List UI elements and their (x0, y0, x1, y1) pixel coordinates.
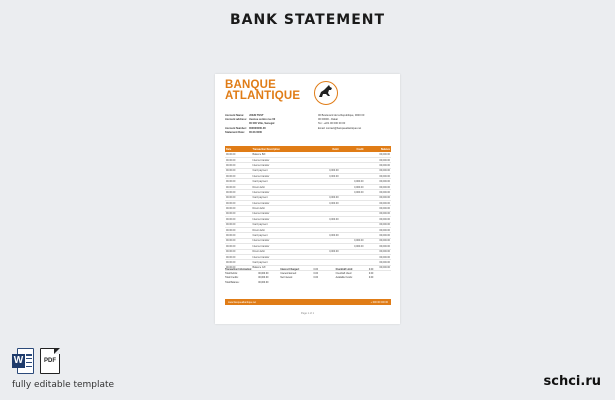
summary-value: 0.00 (313, 277, 318, 280)
word-icon: W (12, 348, 34, 374)
cell-balance: 00,000.00 (364, 163, 391, 168)
summary-column (280, 268, 335, 285)
cell-balance: 00,000.00 (364, 233, 391, 238)
cell-description: Card payment (252, 168, 315, 173)
summary-value: 00,000.00 (258, 277, 269, 280)
cell-credit: 0,000.00 (340, 190, 365, 195)
pdf-icon: PDF (40, 348, 60, 374)
bank-address-line: 00 Boulevard de la Republique, 0000 00 (318, 114, 365, 117)
cell-date: 00.00.00 (225, 168, 252, 173)
cell-date: 00.00.00 (225, 249, 252, 254)
cell-date: 00.00.00 (225, 227, 252, 232)
col-debit: Debit (315, 146, 340, 152)
col-credit: Credit (340, 146, 365, 152)
cell-debit: 0,000.00 (315, 195, 340, 200)
cell-credit: 0,000.00 (340, 184, 365, 189)
cell-description: Direct debit (252, 206, 315, 211)
cell-debit: 0,000.00 (315, 249, 340, 254)
cell-date: 00.00.00 (225, 163, 252, 168)
cell-balance: 00,000.00 (364, 190, 391, 195)
bank-phone: Tel.: +221 00 000 00 00 (318, 122, 346, 126)
summary-label: Total Balance: (225, 281, 240, 284)
footer-website: www.banqueatlantique.net (228, 300, 257, 304)
summary-row (336, 276, 391, 280)
cell-balance: 00,000.00 (364, 254, 391, 259)
cell-debit: 0,000.00 (315, 233, 340, 238)
cell-date: 00.00.00 (225, 206, 252, 211)
transactions-table (225, 146, 391, 271)
cell-description: Internet transfer (252, 238, 315, 243)
cell-balance: 00,000.00 (364, 217, 391, 222)
account-address-row-2: 00 000 Ville, Senegal (249, 122, 275, 126)
summary-label: Interest Charged: (280, 269, 300, 271)
cell-date: 00.00.00 (225, 174, 252, 179)
site-brand: schci.ru (543, 374, 601, 389)
cell-description: Internet transfer (252, 157, 315, 162)
summary-column (336, 268, 391, 285)
cell-description: Internet transfer (252, 163, 315, 168)
footer-phone: + 000 00 000 00 (370, 300, 388, 304)
cell-description: Card payment (252, 233, 315, 238)
summary-label: Overdraft Used: (335, 273, 352, 276)
cell-description: Internet transfer (252, 244, 315, 249)
summary-value: 0.00 (368, 273, 374, 276)
cell-balance: 00,000.00 (364, 206, 391, 211)
cell-date: 00.00.00 (225, 211, 252, 216)
cell-balance: 00,000.00 (364, 211, 391, 216)
file-format-icons (12, 348, 60, 374)
cell-balance: 00,000.00 (364, 265, 391, 270)
statement-document (215, 74, 400, 324)
summary-value: 00,000.00 (258, 273, 269, 276)
summary-label: Available Funds: (335, 277, 353, 280)
cell-balance: 00,000.00 (364, 260, 391, 265)
logo-line-1: BANQUE (225, 79, 277, 91)
bank-address (318, 114, 394, 131)
footer-bar (225, 299, 391, 305)
template-caption: fully editable template (12, 380, 115, 390)
cell-balance: 00,000.00 (364, 222, 391, 227)
col-balance: Balance (364, 146, 391, 152)
cell-balance: 00,000.00 (364, 249, 391, 254)
cell-description: Card payment (252, 222, 315, 227)
cell-description: Direct debit (252, 227, 315, 232)
bank-email: Email: contact@banqueatlantique.net (318, 126, 362, 130)
summary-label: Total Debits: (225, 273, 238, 276)
cell-debit: 0,000.00 (315, 217, 340, 222)
cell-debit: 0,000.00 (315, 201, 340, 206)
summary-row (225, 281, 280, 285)
cell-balance: 00,000.00 (364, 179, 391, 184)
account-name-row: Account Name: JOHN TEST (225, 114, 264, 117)
cell-description: Internet transfer (252, 174, 315, 179)
logo-line-2: ATLANTIQUE (225, 90, 301, 102)
cell-balance: 00,000.00 (364, 168, 391, 173)
summary-row (280, 276, 335, 280)
cell-balance: 00,000.00 (364, 152, 391, 157)
cell-date: 00.00.00 (225, 195, 252, 200)
cell-balance: 00,000.00 (364, 244, 391, 249)
cell-description: Internet transfer (252, 254, 315, 259)
cell-description: Direct debit (252, 249, 315, 254)
cell-balance: 00,000.00 (364, 238, 391, 243)
cell-balance: 00,000.00 (364, 227, 391, 232)
cell-description: Balance B/F (252, 152, 315, 157)
cell-date: 00.00.00 (225, 190, 252, 195)
page-number: Page 1 of 1 (300, 312, 315, 315)
col-date: Date (225, 146, 252, 152)
cell-date: 00.00.00 (225, 265, 252, 270)
summary-label: Overdraft Limit: (335, 269, 353, 271)
account-info (225, 114, 305, 135)
cell-date: 00.00.00 (225, 217, 252, 222)
cell-date: 00.00.00 (225, 152, 252, 157)
summary-value: 0.00 (368, 269, 374, 271)
summary-value: 0.00 (313, 269, 318, 271)
cell-date: 00.00.00 (225, 157, 252, 162)
cell-date: 00.00.00 (225, 233, 252, 238)
cell-date: 00.00.00 (225, 201, 252, 206)
summary-label: Total Credits: (225, 277, 239, 280)
cell-balance: 00,000.00 (364, 184, 391, 189)
page-title: BANK STATEMENT (229, 12, 386, 28)
cell-description: Direct debit (252, 184, 315, 189)
summary-label: Interest Earned: (280, 273, 297, 276)
summary-label: Transaction Information: (225, 269, 252, 271)
cell-balance: 00,000.00 (364, 157, 391, 162)
cell-date: 00.00.00 (225, 254, 252, 259)
cell-debit: 0,000.00 (315, 168, 340, 173)
cell-description: Internet transfer (252, 190, 315, 195)
cell-description: Card payment (252, 260, 315, 265)
bank-address-line: 00 00000 - Dakar (318, 118, 339, 122)
cell-description: Internet transfer (252, 201, 315, 206)
cell-description: Card payment (252, 179, 315, 184)
summary-value: 0.00 (368, 277, 374, 280)
summary-value: 00,000.00 (258, 281, 269, 284)
cell-balance: 00,000.00 (364, 195, 391, 200)
cell-balance: 00,000.00 (364, 174, 391, 179)
bank-logo (225, 80, 345, 112)
cell-description: Internet transfer (252, 217, 315, 222)
cell-date: 00.00.00 (225, 222, 252, 227)
cell-date: 00.00.00 (225, 184, 252, 189)
horse-icon (314, 81, 338, 105)
cell-credit: 0,000.00 (340, 179, 365, 184)
cell-balance: 00,000.00 (364, 201, 391, 206)
account-number-row: Account Number: 000000000-00 (225, 126, 266, 130)
summary-column (225, 268, 280, 285)
cell-credit: 0,000.00 (340, 238, 365, 243)
summary-value: 0.00 (313, 273, 318, 276)
summary-section (225, 268, 391, 285)
cell-date: 00.00.00 (225, 260, 252, 265)
statement-date-row: Statement Date: 00.00.0000 (225, 130, 262, 134)
account-address-row: Account address: Avenue centre rue 00 (225, 118, 276, 122)
cell-date: 00.00.00 (225, 179, 252, 184)
cell-description: Card payment (252, 195, 315, 200)
cell-date: 00.00.00 (225, 244, 252, 249)
cell-description: Internet transfer (252, 211, 315, 216)
cell-date: 00.00.00 (225, 238, 252, 243)
col-description: Transaction Description (252, 146, 315, 152)
summary-label: Net Interest: (280, 277, 293, 280)
cell-credit: 0,000.00 (340, 244, 365, 249)
cell-debit: 0,000.00 (315, 174, 340, 179)
cell-description: Balance C/F (252, 265, 315, 270)
